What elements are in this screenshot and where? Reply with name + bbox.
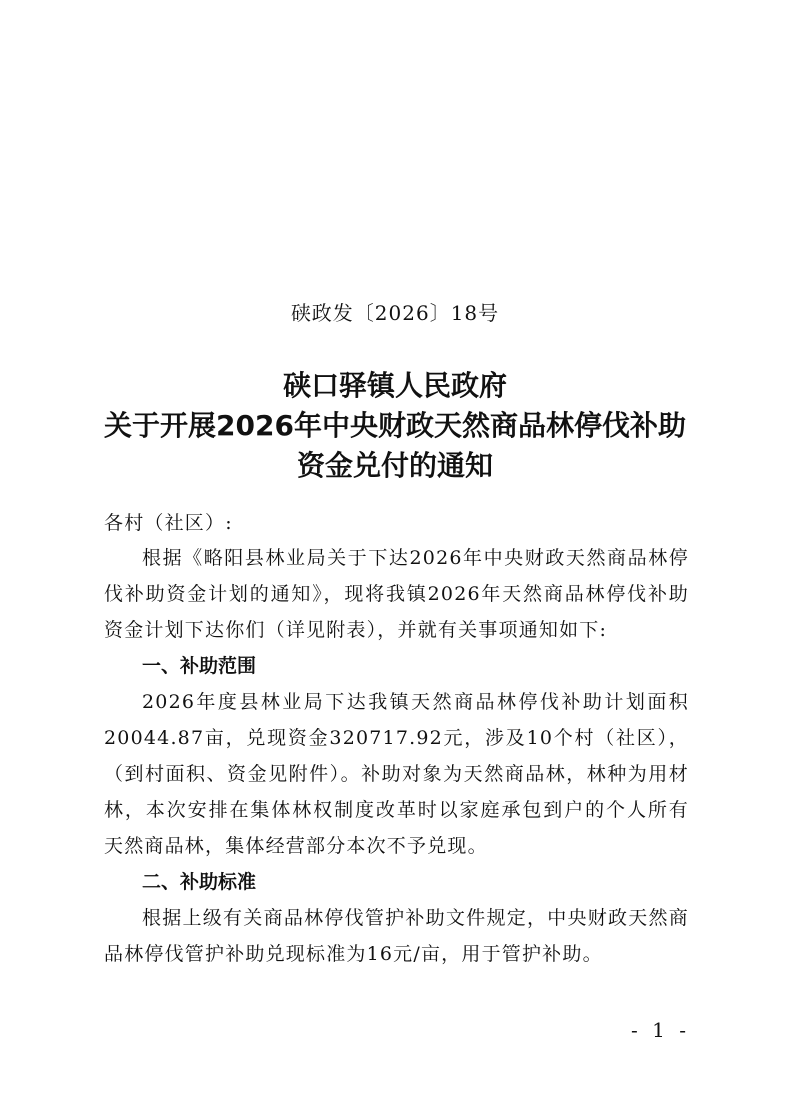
document-title xyxy=(0,366,790,486)
title-line-2: 关于开展2026年中央财政天然商品林停伐补助 xyxy=(104,409,686,442)
paragraph-standard: 根据上级有关商品林停伐管护补助文件规定，中央财政天然商品林停伐管护补助兑现标准为16元/亩，用于管护补助。 xyxy=(104,907,689,965)
document-number: 硖政发〔2026〕18号 xyxy=(290,301,500,325)
addressee: 各村（社区）: xyxy=(104,512,233,534)
title-line-1: 硖口驿镇人民政府 xyxy=(282,369,507,402)
page-number: - 1 - xyxy=(631,1018,690,1042)
title-line-3: 资金兑付的通知 xyxy=(296,449,493,482)
section-heading-scope: 一、补助范围 xyxy=(142,655,257,677)
section-heading-standard: 二、补助标准 xyxy=(142,871,257,893)
paragraph-intro: 根据《略阳县林业局关于下达2026年中央财政天然商品林停伐补助资金计划的通知》，现将我镇2026年天然商品林停伐补助资金计划下达你们（详见附表），并就有关事项通知如下: xyxy=(104,547,689,641)
paragraph-scope: 2026年度县林业局下达我镇天然商品林停伐补助计划面积20044.87亩，兑现资金320717.92元，涉及10个村（社区），（到村面积、资金见附件）。补助对象为天然商品林，林种为用材林，本次安排在集体林权制度改革时以家庭承包到户的个人所有天然商品林，集体经营部分本次不予兑现。 xyxy=(104,691,689,857)
